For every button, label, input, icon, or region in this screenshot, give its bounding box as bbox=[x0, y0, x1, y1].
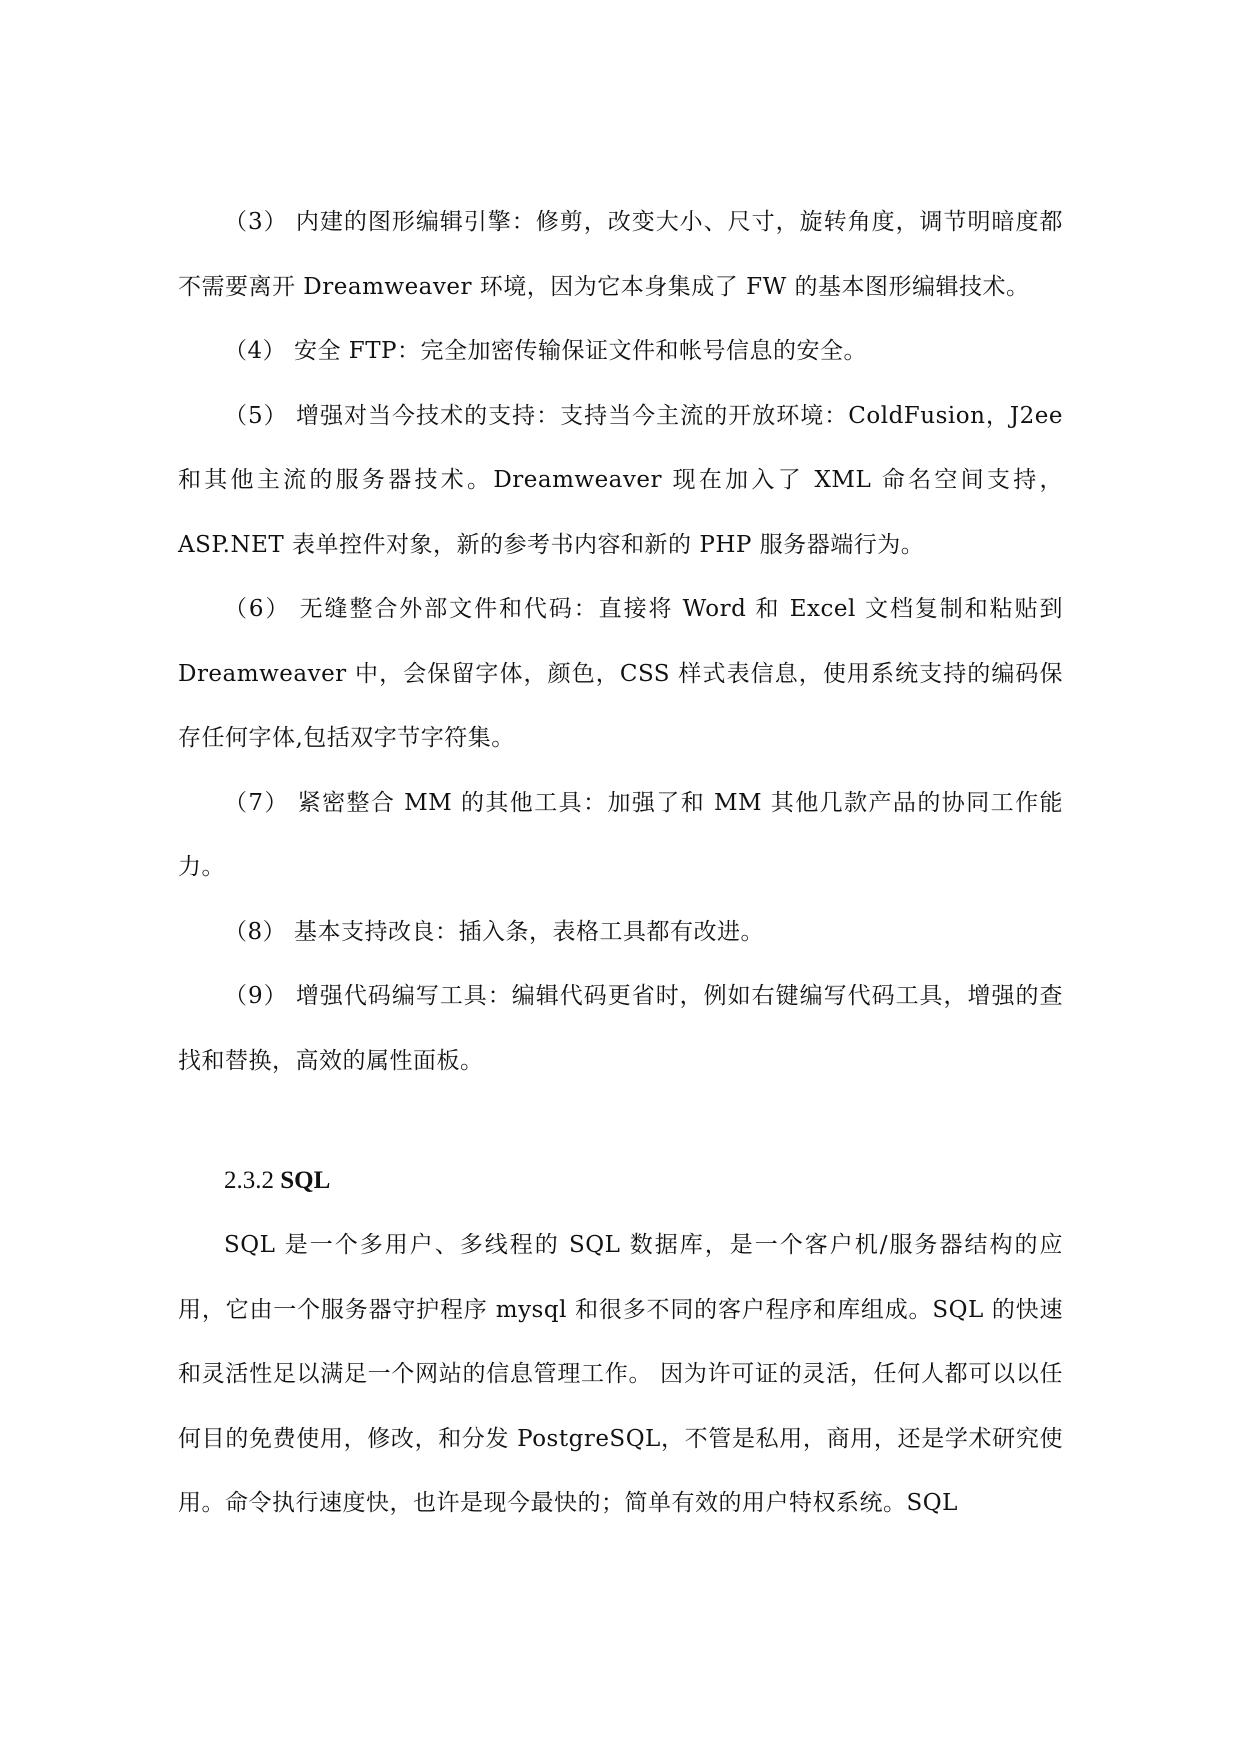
section-title: SQL bbox=[280, 1167, 331, 1194]
section-number: 2.3.2 bbox=[224, 1167, 274, 1194]
paragraph-item-7: （7） 紧密整合 MM 的其他工具：加强了和 MM 其他几款产品的协同工作能力。 bbox=[178, 789, 1063, 880]
paragraph-item-3: （3） 内建的图形编辑引擎：修剪，改变大小、尺寸，旋转角度，调节明暗度都不需要离开 Dreamweaver 环境，因为它本身集成了 FW 的基本图形编辑技术。 bbox=[178, 209, 1063, 300]
paragraph-item-5: （5） 增强对当今技术的支持：支持当今主流的开放环境：ColdFusion，J2ee 和其他主流的服务器技术。Dreamweaver 现在加入了 XML 命名空间支持，ASP.NET 表单控件对象，新的参考书内容和新的 PHP 服务器端行为。 bbox=[178, 402, 1063, 558]
paragraph-item-9: （9） 增强代码编写工具：编辑代码更省时，例如右键编写代码工具，增强的查找和替换，高效的属性面板。 bbox=[178, 983, 1063, 1074]
paragraph-item-8: （8） 基本支持改良：插入条，表格工具都有改进。 bbox=[224, 918, 764, 945]
sql-paragraph: SQL 是一个多用户、多线程的 SQL 数据库，是一个客户机/服务器结构的应用，它由一个服务器守护程序 mysql 和很多不同的客户程序和库组成。SQL 的快速和灵活性足以满足一个网站的信息管理工作。 因为许可证的灵活，任何人都可以以任何目的免费使用，修改，和分发 PostgreSQL，不管是私用，商用，还是学术研究使用。命令执行速度快，也许是现今最快的；简单有效的用户特权系统。SQL bbox=[178, 1232, 1063, 1516]
page-content bbox=[178, 190, 1063, 1536]
section-heading bbox=[178, 1149, 1063, 1213]
paragraph-item-4: （4） 安全 FTP：完全加密传输保证文件和帐号信息的安全。 bbox=[224, 338, 868, 364]
paragraph-item-6: （6） 无缝整合外部文件和代码：直接将 Word 和 Excel 文档复制和粘贴到 Dreamweaver 中，会保留字体，颜色，CSS 样式表信息，使用系统支持的编码保存任何字体,包括双字节字符集。 bbox=[178, 596, 1063, 751]
